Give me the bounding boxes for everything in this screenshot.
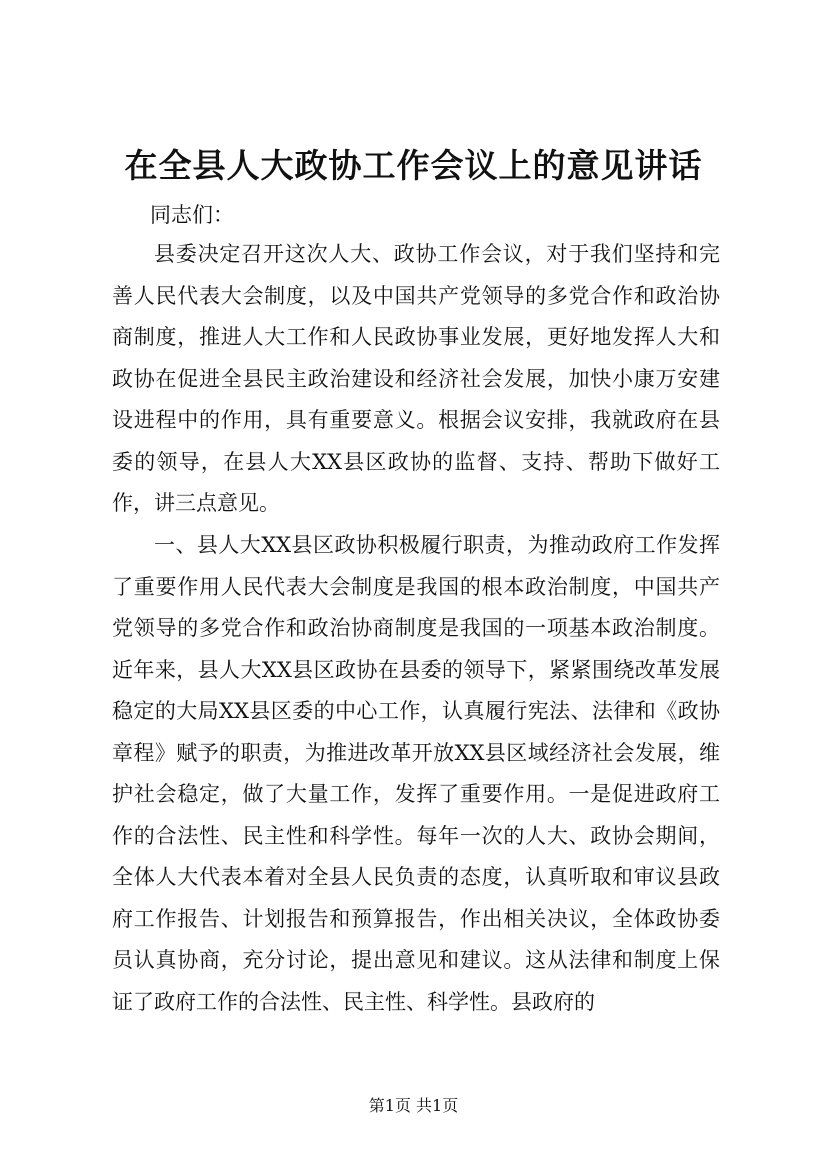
paragraph-intro: 县委决定召开这次人大、政协工作会议，对于我们坚持和完善人民代表大会制度，以及中国共产党领导的多党合作和政治协商制度，推进人大工作和人民政协事业发展，更好地发挥人大和政协在促进全县民主政治建设和经济社会发展，加快小康万安建设进程中的作用，具有重要意义。根据会议安排，我就政府在县委的领导，在县人大XX县区政协的监督、支持、帮助下做好工作，讲三点意见。 xyxy=(112,242,720,515)
greeting: 同志们： xyxy=(150,203,234,227)
paragraph-section-one: 一、县人大XX县区政协积极履行职责，为推动政府工作发挥了重要作用人民代表大会制度是我国的根本政治制度，中国共产党领导的多党合作和政治协商制度是我国的一项基本政治制度。近年来，县人大XX县区政协在县委的领导下，紧紧围绕改革发展稳定的大局XX县区委的中心工作，认真履行宪法、法律和《政协章程》赋予的职责，为推进改革开放XX县区域经济社会发展，维护社会稳定，做了大量工作，发挥了重要作用。一是促进政府工作的合法性、民主性和科学性。每年一次的人大、政协会期间，全体人大代表本着对全县人民负责的态度，认真听取和审议县政府工作报告、计划报告和预算报告，作出相关决议，全体政协委员认真协商，充分讨论，提出意见和建议。这从法律和制度上保证了政府工作的合法性、民主性、科学性。县政府的 xyxy=(112,533,720,1014)
page-footer: 第1页 共1页 xyxy=(368,1096,459,1115)
document-title: 在全县人大政协工作会议上的意见讲话 xyxy=(124,146,703,185)
